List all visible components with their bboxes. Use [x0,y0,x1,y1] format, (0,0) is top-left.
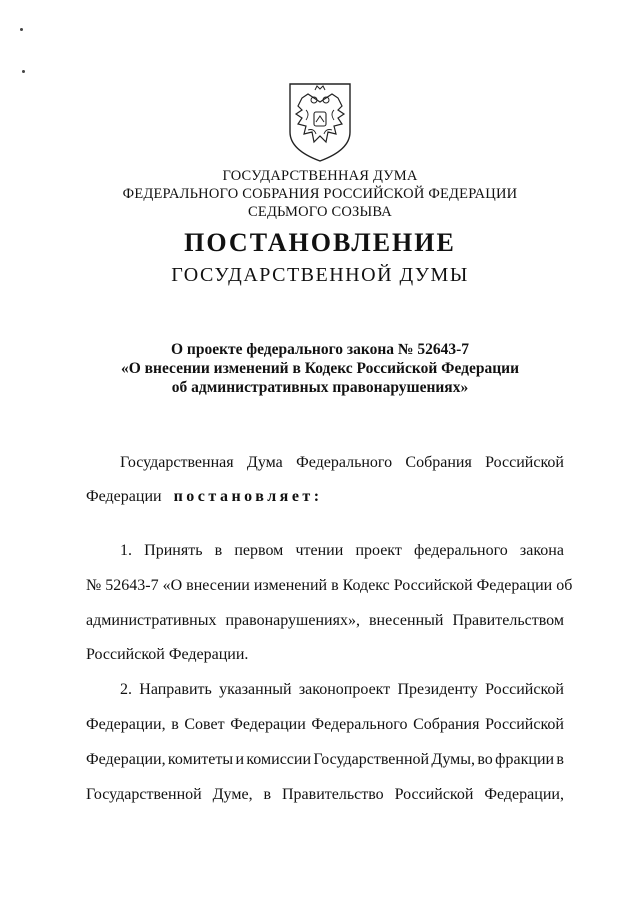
item2-line-1 [120,681,564,699]
item2-word: Собрания [413,716,480,733]
item2-word: Федерального [311,716,408,733]
item1-word: первом [234,542,284,559]
preamble-line-2 [86,488,564,506]
item2-word: Российской [485,716,564,733]
item1-word: правонарушениях», [225,612,360,629]
item2-word: Федерации, [86,716,166,733]
item1-line-4: Российской Федерации. [86,646,249,663]
item2-word: Думы, [431,751,475,768]
item2-word: Правительство [281,786,384,803]
item1-word: проект [355,542,402,559]
resolves-keyword: постановляет: [173,488,323,505]
item1-word: внесенный [368,612,444,629]
item1-word: административных [86,612,217,629]
item2-word: Государственной [86,786,202,803]
org-line-convocation: СЕДЬМОГО СОЗЫВА [248,204,392,220]
item2-line-3 [86,751,564,769]
item2-line-4 [86,786,564,804]
item2-line-2 [86,716,564,734]
item2-word: Думе, [212,786,253,803]
item2-word: Федерации, [484,786,564,803]
item1-line-3 [86,612,564,630]
item2-word: в [263,786,272,803]
item2-word: Совет [184,716,225,733]
scan-speck [20,28,23,31]
item2-word: 2. [120,681,132,698]
item2-word: Российской [485,681,564,698]
item1-word: 1. [120,542,132,559]
preamble-federation: Федерации [86,488,162,505]
item1-word: федерального [414,542,508,559]
item2-word: комиссии [246,751,312,768]
scan-speck [22,70,25,73]
item2-word: законопроект [298,681,391,698]
item2-word: Федерации, [86,751,166,768]
item2-word: Президенту [397,681,478,698]
item2-word: и [235,751,244,768]
item1-word: чтении [295,542,344,559]
item2-word: комитеты [167,751,234,768]
preamble-word: Собрания [405,454,472,471]
item2-word: во [477,751,493,768]
item1-word: в [214,542,223,559]
coat-of-arms-emblem [286,80,354,164]
subject-line-3: об административных правонарушениях» [171,379,469,396]
item2-word: Государственной [313,751,430,768]
item2-word: Направить [139,681,212,698]
item2-word: указанный [219,681,292,698]
item1-line-1 [120,542,564,560]
item1-word: Правительством [452,612,564,629]
item1-line-2: № 52643-7 «О внесении изменений в Кодекс Российской Федерации об [86,577,573,594]
item2-word: Федерации [230,716,306,733]
item1-word: Принять [144,542,203,559]
item1-word: закона [519,542,564,559]
document-title: ПОСТАНОВЛЕНИЕ [184,228,456,257]
org-line-duma: ГОСУДАРСТВЕННАЯ ДУМА [222,168,418,184]
item2-word: Российской [394,786,474,803]
subject-line-1: О проекте федерального закона № 52643-7 [170,341,469,358]
preamble-line-1 [120,454,564,472]
item2-word: в [171,716,179,733]
preamble-word: Государственная [120,454,234,471]
item2-word: в [556,751,564,768]
subject-line-2: «О внесении изменений в Кодекс Российской Федерации [120,360,520,377]
preamble-word: Российской [485,454,564,471]
preamble-word: Федерального [296,454,393,471]
preamble-word: Дума [246,454,283,471]
item2-word: фракции [495,751,555,768]
document-subtitle: ГОСУДАРСТВЕННОЙ ДУМЫ [171,264,469,286]
org-line-assembly: ФЕДЕРАЛЬНОГО СОБРАНИЯ РОССИЙСКОЙ ФЕДЕРАЦИИ [122,186,518,202]
